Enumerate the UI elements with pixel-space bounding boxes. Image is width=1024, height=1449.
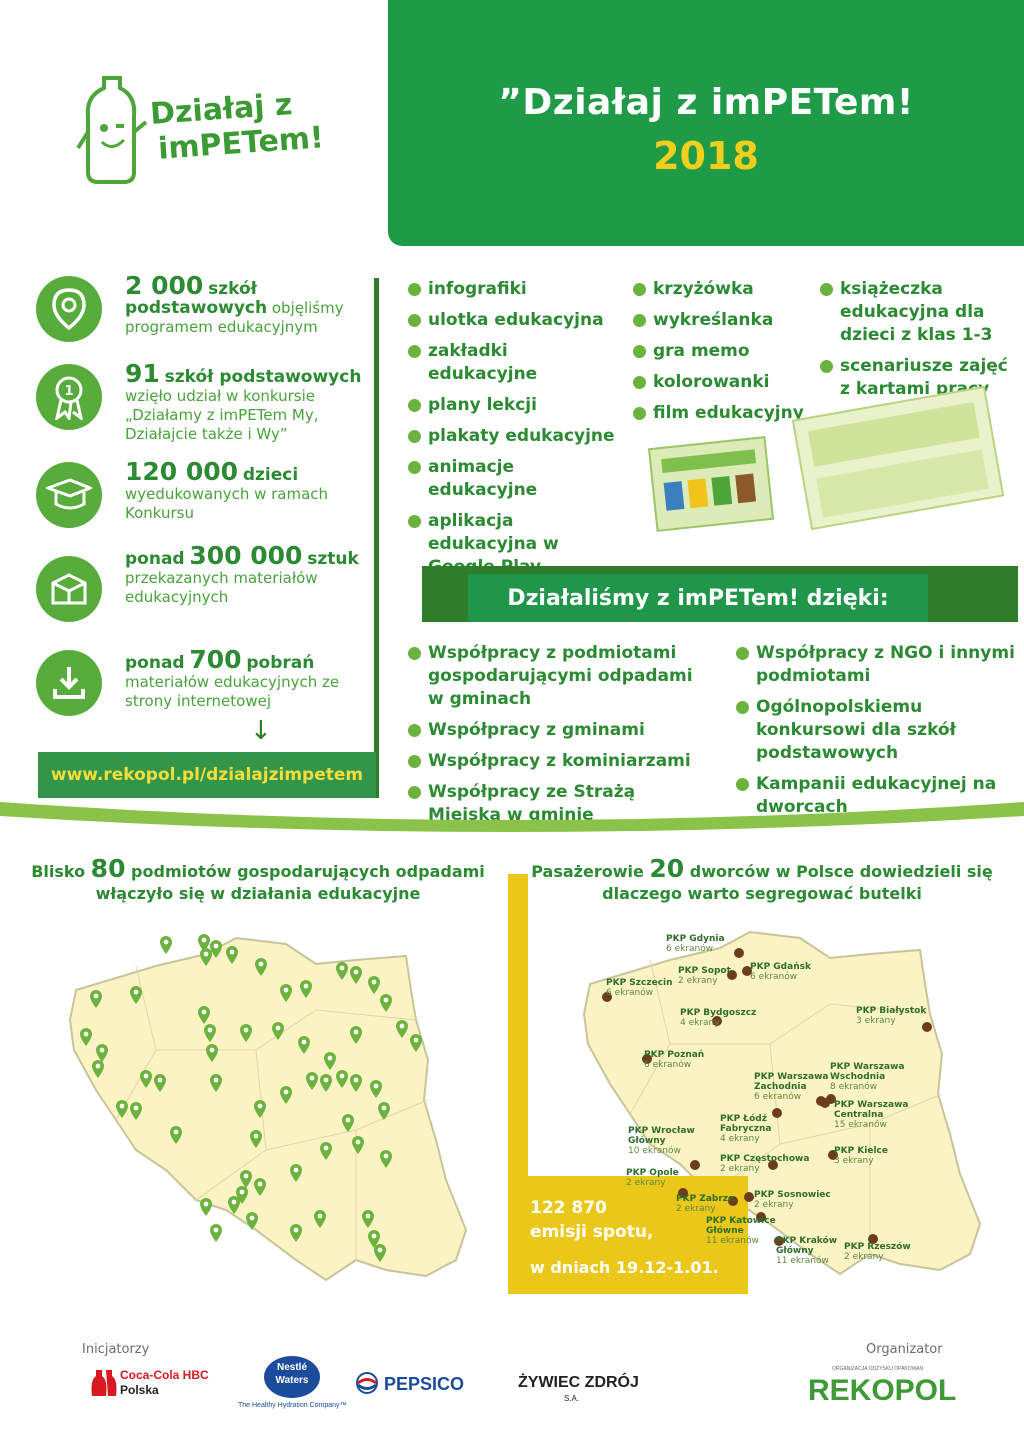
open-box-icon <box>36 556 102 622</box>
pin-center <box>232 1200 237 1205</box>
station-screens: 2 ekrany <box>678 976 718 986</box>
stat-rest: materiałów edukacyjnych ze strony internetowej <box>125 673 340 710</box>
station-name: PKP Zabrze <box>676 1194 735 1204</box>
station-name: PKP Warszawa Wschodnia <box>830 1062 905 1082</box>
title-prefix: Pasażerowie <box>531 862 644 881</box>
logo-text-line2: imPETem! <box>156 120 325 167</box>
stat-children <box>125 457 375 523</box>
pin-center <box>340 1074 345 1079</box>
list-item: Współpracy z kominiarzami <box>408 750 708 773</box>
stat-materials <box>125 541 375 607</box>
stat-number: 2 000 <box>125 271 204 300</box>
pin-center <box>100 1048 105 1053</box>
station-label <box>680 1008 776 1028</box>
station-name: PKP Bydgoszcz <box>680 1008 757 1018</box>
station-name: PKP Gdynia <box>666 934 725 944</box>
logo-text-line1: Działaj z <box>148 87 294 132</box>
station-name: PKP Kraków Główny <box>776 1236 838 1256</box>
bottle-mascot-icon <box>76 72 154 188</box>
list-item: Współpracy ze Strażą Miejską w gminie <box>408 781 708 827</box>
list-item: aplikacja edukacyjna w <box>408 510 618 579</box>
list-item: wykreślanka <box>633 309 813 332</box>
station-label <box>626 1168 722 1188</box>
pin-center <box>94 994 99 999</box>
stat-bold: sztuk <box>307 549 359 569</box>
svg-text:1: 1 <box>64 384 74 399</box>
pin-center <box>384 998 389 1003</box>
pin-center <box>378 1248 383 1253</box>
station-name: PKP Rzeszów <box>844 1242 911 1252</box>
pin-center <box>294 1228 299 1233</box>
nestle-text: Nestlé <box>276 1362 307 1373</box>
station-name: PKP Białystok <box>856 1006 927 1016</box>
pin-center <box>346 1118 351 1123</box>
pin-center <box>204 1202 209 1207</box>
list-item: krzyżówka <box>633 278 813 301</box>
pin-center <box>174 1130 179 1135</box>
station-label <box>666 934 762 954</box>
pin-center <box>259 962 264 967</box>
pin-center <box>372 1234 377 1239</box>
list-item: Współpracy z gminami <box>408 719 708 742</box>
spot-count: 122 870 <box>530 1198 607 1218</box>
stat-number: 700 <box>189 645 242 674</box>
header-banner <box>388 0 1024 246</box>
pin-center <box>382 1106 387 1111</box>
pin-center <box>354 970 359 975</box>
station-screens: 4 ekrany <box>720 1134 760 1144</box>
spot-dates: w dniach 19.12-1.01. <box>530 1258 719 1277</box>
left-map-title <box>18 854 498 905</box>
location-pin-icon <box>200 1198 212 1216</box>
materials-list-2 <box>633 278 813 433</box>
station-label <box>644 1050 740 1070</box>
pepsico-globe-icon <box>356 1372 378 1394</box>
stat-contest <box>125 359 375 444</box>
pin-center <box>204 952 209 957</box>
download-icon <box>36 650 102 716</box>
station-name: PKP Kielce <box>834 1146 888 1156</box>
poland-map-left <box>56 930 496 1310</box>
pin-center <box>302 1040 307 1045</box>
pin-center <box>324 1146 329 1151</box>
location-pin-icon <box>160 936 172 954</box>
section-divider <box>374 278 379 798</box>
station-screens: 6 ekranów <box>606 988 654 998</box>
zywiec-text: ŻYWIEC ZDRÓJ <box>518 1374 639 1391</box>
station-label <box>856 1006 952 1026</box>
pin-center <box>310 1076 315 1081</box>
pin-center <box>244 1174 249 1179</box>
pin-center <box>284 988 289 993</box>
stat-downloads <box>125 645 375 711</box>
pin-center <box>250 1216 255 1221</box>
thanks-heading: Działaliśmy z imPETem! dzięki: <box>468 574 928 622</box>
station-screens: 3 ekrany <box>856 1016 896 1026</box>
location-pin-icon <box>36 276 102 342</box>
pin-center <box>294 1168 299 1173</box>
list-item: książeczka edukacyjna dla dzieci z klas 1-3 <box>820 278 1016 347</box>
station-screens: 2 ekrany <box>626 1178 666 1188</box>
station-label <box>606 978 702 998</box>
materials-list-3 <box>820 278 1016 409</box>
pin-center <box>164 940 169 945</box>
pin-center <box>144 1074 149 1079</box>
stat-bold: szkół podstawowych <box>164 367 362 387</box>
stat-prefix: ponad <box>125 653 185 673</box>
station-name: PKP Gdańsk <box>750 962 811 972</box>
title-line2: dlaczego warto segregować butelki <box>602 884 922 903</box>
arrow-down-icon: ↓ <box>250 716 272 746</box>
pin-center <box>414 1038 419 1043</box>
list-item: Współpracy z NGO i innymi podmiotami <box>736 642 1016 688</box>
pin-center <box>202 938 207 943</box>
station-name: PKP Poznań <box>644 1050 705 1060</box>
cocacola-text: Coca-Cola HBC <box>120 1368 209 1382</box>
title-number: 80 <box>90 854 126 883</box>
title-rest: dworców w Polsce dowiedzieli się <box>689 862 993 881</box>
station-screens: 3 ekrany <box>834 1156 874 1166</box>
title-line2: włączyło się w działania edukacyjne <box>95 884 421 903</box>
station-name: PKP Szczecin <box>606 978 673 988</box>
stat-rest: wyedukowanych w ramach Konkursu <box>125 485 329 522</box>
station-screens: 4 ekrany <box>680 1018 720 1028</box>
pin-center <box>318 1214 323 1219</box>
page-year: 2018 <box>653 134 759 178</box>
pin-center <box>374 1084 379 1089</box>
stat-number: 120 000 <box>125 457 239 486</box>
pin-center <box>258 1104 263 1109</box>
location-pin-icon <box>210 1224 222 1242</box>
station-screens: 8 ekranów <box>830 1082 878 1092</box>
stat-number: 91 <box>125 359 160 388</box>
station-screens: 10 ekranów <box>628 1146 681 1156</box>
station-name: PKP Sosnowiec <box>754 1190 831 1200</box>
list-item: Kampanii edukacyjnej na dworcach <box>736 773 1016 819</box>
pin-center <box>244 1028 249 1033</box>
pin-center <box>254 1134 259 1139</box>
stat-bold: pobrań <box>246 653 315 673</box>
station-label <box>834 1146 930 1166</box>
materials-list-1 <box>408 278 618 587</box>
station-name: PKP Częstochowa <box>720 1154 810 1164</box>
list-item: plany lekcji <box>408 394 618 417</box>
stat-number: 300 000 <box>189 541 303 570</box>
station-screens: 6 ekranów <box>750 972 798 982</box>
station-screens: 11 ekranów <box>706 1236 759 1246</box>
pin-center <box>96 1064 101 1069</box>
station-screens: 15 ekranów <box>834 1120 887 1130</box>
pepsico-text: PEPSICO <box>384 1374 465 1394</box>
pin-center <box>134 990 139 995</box>
station-screens: 2 ekrany <box>754 1200 794 1210</box>
stat-rest: objęliśmy programem edukacyjnym <box>125 299 344 336</box>
station-screens: 11 ekranów <box>776 1256 829 1266</box>
pin-center <box>304 984 309 989</box>
stat-rest: przekazanych materiałów edukacyjnych <box>125 569 318 606</box>
station-label <box>830 1062 926 1092</box>
list-item: gra memo <box>633 340 813 363</box>
list-item: kolorowanki <box>633 371 813 394</box>
pin-center <box>240 1190 245 1195</box>
nestle-tagline: The Healthy Hydration Company™ <box>238 1402 347 1409</box>
station-name: PKP Katowice Główne <box>706 1216 776 1236</box>
pin-center <box>134 1106 139 1111</box>
stat-prefix: ponad <box>125 549 185 569</box>
pin-center <box>284 1090 289 1095</box>
list-item: plakaty edukacyjne <box>408 425 618 448</box>
organizer-label: Organizator <box>866 1342 943 1357</box>
pin-center <box>276 1026 281 1031</box>
station-name: PKP Sopot <box>678 966 731 976</box>
pin-center <box>354 1078 359 1083</box>
rekopol-text: REKOPOL <box>808 1374 957 1407</box>
station-label <box>720 1154 816 1174</box>
bottle-icon <box>88 1368 118 1398</box>
pin-center <box>258 1182 263 1187</box>
pin-center <box>230 950 235 955</box>
graduation-cap-icon <box>36 462 102 528</box>
list-item: Ogólnopolskiemu konkursowi dla szkół podstawowych <box>736 696 1016 765</box>
station-label <box>834 1100 930 1130</box>
pin-center <box>384 1154 389 1159</box>
pin-center <box>340 966 345 971</box>
stat-bold: dzieci <box>242 465 299 485</box>
station-screens: 2 ekrany <box>676 1204 716 1214</box>
station-label <box>720 1114 816 1144</box>
station-screens: 6 ekranów <box>666 944 714 954</box>
station-name: PKP Warszawa Zachodnia <box>754 1072 829 1092</box>
station-screens: 6 ekranów <box>754 1092 802 1102</box>
list-item: zakładki edukacyjne <box>408 340 618 386</box>
waters-text: Waters <box>275 1375 309 1386</box>
stat-schools <box>125 271 375 337</box>
list-item: ulotka edukacyjna <box>408 309 618 332</box>
pin-center <box>214 1228 219 1233</box>
pin-center <box>372 980 377 985</box>
station-dot <box>744 1192 754 1202</box>
right-map-title <box>522 854 1002 905</box>
pin-center <box>202 1010 207 1015</box>
initiators-label: Inicjatorzy <box>82 1342 150 1357</box>
list-item: infografiki <box>408 278 618 301</box>
website-link[interactable]: www.rekopol.pl/dzialajzimpetem <box>38 752 376 798</box>
station-dot <box>820 1098 830 1108</box>
station-screens: 2 ekrany <box>844 1252 884 1262</box>
station-label <box>844 1242 940 1262</box>
pin-center <box>400 1024 405 1029</box>
pin-center <box>120 1104 125 1109</box>
list-item: scenariusze zajęć z kartami pracy <box>820 355 1016 401</box>
wave-divider <box>0 798 1024 844</box>
title-number: 20 <box>649 854 685 883</box>
station-label <box>754 1190 850 1210</box>
title-rest: podmiotów gospodarujących odpadami <box>131 862 485 881</box>
title-prefix: Blisko <box>31 862 86 881</box>
page-title: ”Działaj z imPETem! <box>498 82 914 123</box>
pin-center <box>210 1048 215 1053</box>
pin-center <box>324 1078 329 1083</box>
stat-bold: szkół podstawowych <box>125 279 268 318</box>
pin-center <box>328 1056 333 1061</box>
station-screens: 2 ekrany <box>720 1164 760 1174</box>
list-item: Współpracy z podmiotami gospodarującymi odpadami w gminach <box>408 642 708 711</box>
award-ribbon-icon <box>36 364 102 430</box>
pin-center <box>354 1030 359 1035</box>
pin-center <box>84 1032 89 1037</box>
station-name: PKP Wrocław Główny <box>628 1126 695 1146</box>
pin-center <box>208 1028 213 1033</box>
pin-center <box>158 1078 163 1083</box>
station-name: PKP Opole <box>626 1168 679 1178</box>
zywiec-sa-text: S.A. <box>564 1394 580 1403</box>
station-name: PKP Łódź Fabryczna <box>720 1114 772 1134</box>
station-label <box>750 962 846 982</box>
station-label <box>628 1126 724 1156</box>
pin-center <box>366 1214 371 1219</box>
spot-label: emisji spotu, <box>530 1222 654 1242</box>
stat-rest: wzięło udział w konkursie „Działamy z imPETem My, Działajcie także i Wy” <box>125 387 319 443</box>
list-item: film edukacyjny <box>633 402 813 425</box>
cocacola-subtext: Polska <box>120 1383 159 1397</box>
nestle-waters-logo <box>238 1356 350 1416</box>
station-screens: 6 ekranów <box>644 1060 692 1070</box>
pin-center <box>356 1140 361 1145</box>
rekopol-tagline: ORGANIZACJA ODZYSKU OPAKOWAŃ <box>832 1366 924 1372</box>
station-name: PKP Warszawa Centralna <box>834 1100 909 1120</box>
list-item: animacje edukacyjne <box>408 456 618 502</box>
pin-center <box>214 1078 219 1083</box>
pin-center <box>214 944 219 949</box>
bookmark-brochure-image <box>648 436 774 532</box>
